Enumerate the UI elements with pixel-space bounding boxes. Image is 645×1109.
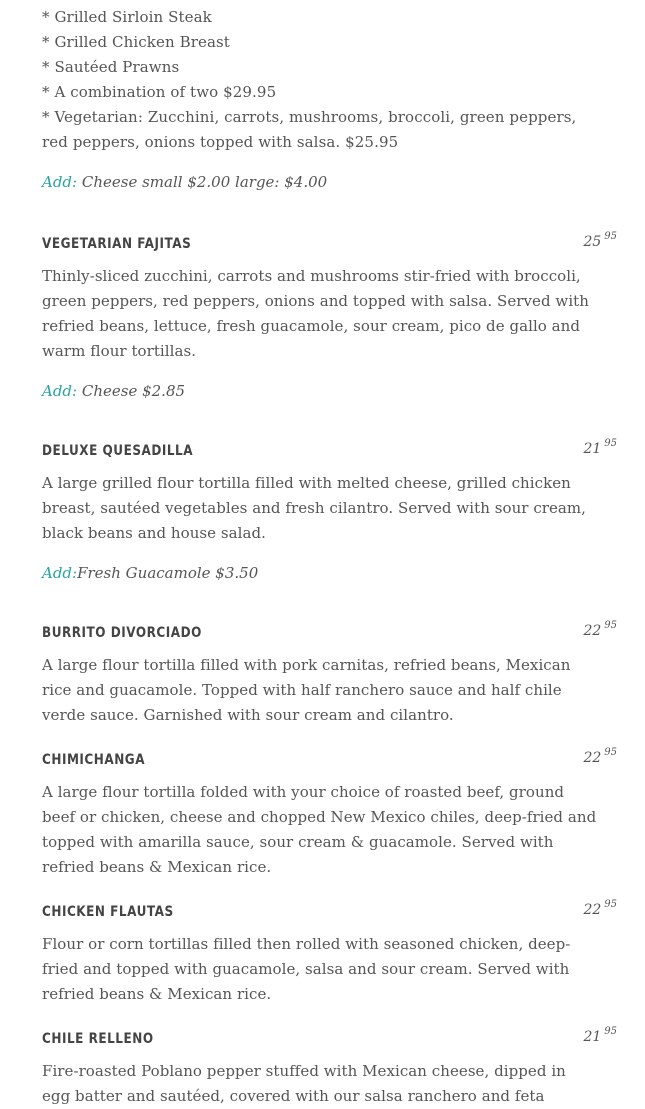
item-price [583, 438, 617, 457]
item-price [583, 1026, 617, 1045]
price-cents: 95 [604, 899, 617, 910]
addon-text: Cheese $2.85 [77, 382, 186, 400]
price-dollars: 22 [583, 750, 602, 766]
item-description [42, 1059, 582, 1109]
option-line: red peppers, onions topped with salsa. $25.95 [42, 133, 399, 151]
item-description [42, 264, 589, 364]
item-description [42, 471, 586, 546]
addon-label: Add: [42, 382, 78, 400]
item-description [42, 780, 597, 880]
description-line: A large flour tortilla folded with your choice of roasted beef, ground [42, 783, 565, 801]
item-description [42, 932, 582, 1007]
item-price [583, 231, 617, 250]
option-line: * Sautéed Prawns [42, 58, 180, 76]
item-price [583, 899, 617, 918]
menu-item-chimichanga [42, 747, 617, 880]
description-line: green peppers, red peppers, onions and topped with salsa. Served with [42, 292, 589, 310]
price-cents: 95 [604, 747, 617, 758]
item-description [42, 653, 582, 728]
description-line: refried beans & Mexican rice. [42, 858, 272, 876]
item-name: BURRITO DIVORCIADO [42, 625, 202, 641]
description-line: egg batter and sautéed, covered with our salsa ranchero and feta [42, 1087, 545, 1105]
menu-item-chile-relleno [42, 1026, 617, 1109]
price-dollars: 22 [583, 902, 602, 918]
description-line: verde sauce. Garnished with sour cream and cilantro. [42, 706, 454, 724]
description-line: topped with amarilla sauce, sour cream & guacamole. Served with [42, 833, 554, 851]
option-line: * Grilled Sirloin Steak [42, 8, 212, 26]
price-dollars: 21 [583, 1029, 602, 1045]
price-cents: 95 [604, 231, 617, 242]
menu-item-deluxe-quesadilla [42, 438, 617, 586]
description-line: refried beans, lettuce, fresh guacamole, sour cream, pico de gallo and [42, 317, 581, 335]
description-line: Fire-roasted Poblano pepper stuffed with Mexican cheese, dipped in [42, 1062, 566, 1080]
option-line: * Vegetarian: Zucchini, carrots, mushrooms, broccoli, green peppers, [42, 108, 577, 126]
menu-item-chicken-flautas [42, 899, 617, 1007]
option-line: * Grilled Chicken Breast [42, 33, 230, 51]
item-price [583, 747, 617, 766]
item-price [583, 620, 617, 639]
description-line: fried and topped with guacamole, salsa and sour cream. Served with [42, 960, 570, 978]
addon-note [42, 561, 617, 586]
description-line: refried beans & Mexican rice. [42, 985, 272, 1003]
addon-text: Cheese small $2.00 large: $4.00 [77, 173, 328, 191]
addon-label: Add: [42, 564, 78, 582]
description-line: breast, sautéed vegetables and fresh cilantro. Served with sour cream, [42, 499, 586, 517]
menu-item-burrito-divorciado [42, 620, 617, 728]
item-name: CHICKEN FLAUTAS [42, 904, 174, 920]
item-name: CHIMICHANGA [42, 752, 146, 768]
description-line: black beans and house salad. [42, 524, 266, 542]
price-dollars: 25 [583, 234, 602, 250]
description-line: Flour or corn tortillas filled then rolled with seasoned chicken, deep- [42, 935, 571, 953]
item-name: DELUXE QUESADILLA [42, 443, 194, 459]
price-dollars: 22 [583, 623, 602, 639]
price-cents: 95 [604, 438, 617, 449]
description-line: beef or chicken, cheese and chopped New Mexico chiles, deep-fried and [42, 808, 597, 826]
description-line: A large flour tortilla filled with pork carnitas, refried beans, Mexican [42, 656, 571, 674]
item-name: CHILE RELLENO [42, 1031, 154, 1047]
menu-item-vegetarian-fajitas [42, 231, 617, 404]
addon-note [42, 170, 582, 195]
addon-label: Add: [42, 173, 78, 191]
description-line: rice and guacamole. Topped with half ranchero sauce and half chile [42, 681, 562, 699]
fajita-options [42, 5, 582, 195]
description-line: warm flour tortillas. [42, 342, 197, 360]
description-line: Thinly-sliced zucchini, carrots and mushrooms stir-fried with broccoli, [42, 267, 581, 285]
price-cents: 95 [604, 620, 617, 631]
price-cents: 95 [604, 1026, 617, 1037]
option-line: * A combination of two $29.95 [42, 83, 277, 101]
description-line: A large grilled flour tortilla filled with melted cheese, grilled chicken [42, 474, 571, 492]
addon-text: Fresh Guacamole $3.50 [77, 564, 259, 582]
price-dollars: 21 [583, 441, 602, 457]
addon-note [42, 379, 617, 404]
item-name: VEGETARIAN FAJITAS [42, 236, 192, 252]
